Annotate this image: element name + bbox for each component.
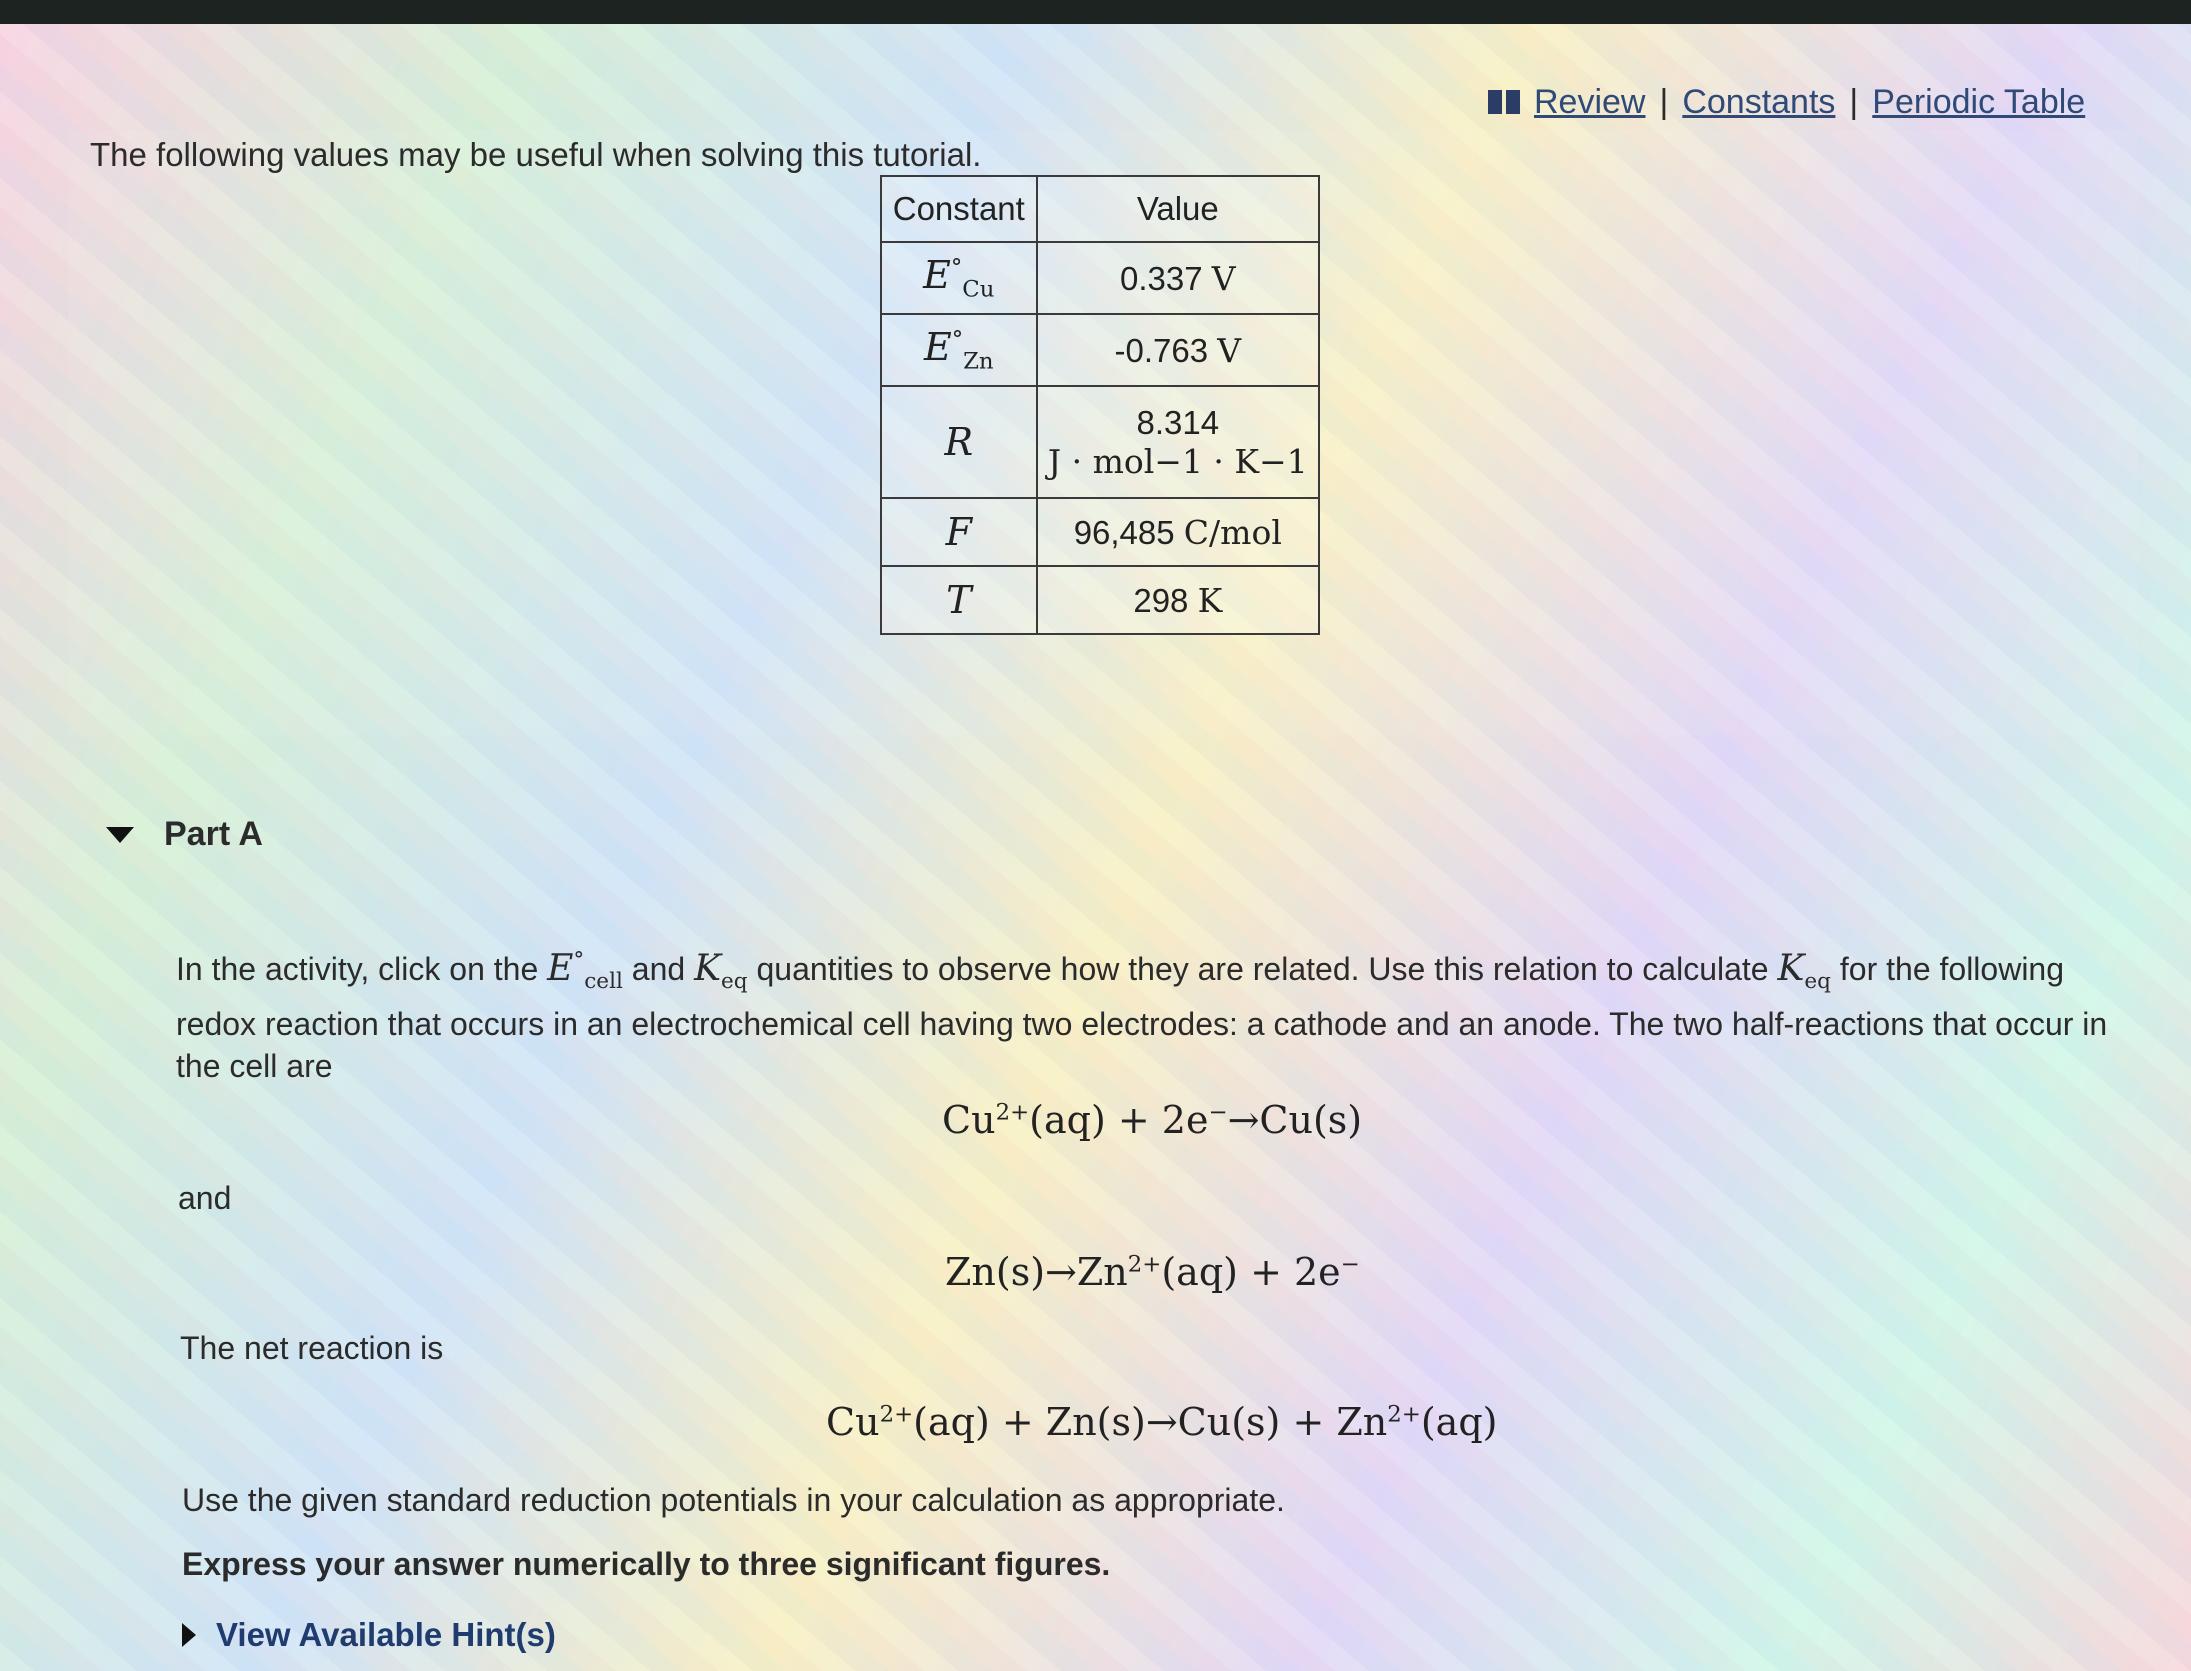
instruction-text: Use the given standard reduction potentials in your calculation as appropriate. bbox=[182, 1482, 1285, 1518]
top-bar bbox=[0, 0, 2191, 24]
table-row bbox=[881, 498, 1319, 566]
net-reaction-equation: $Cu^{2+}(aq) + Zn(s)\to Cu(s) + Zn^{2+}(aq)$ bbox=[826, 1400, 1498, 1444]
constant-value: 0.337 V bbox=[1037, 242, 1319, 314]
expand-triangle-icon bbox=[182, 1623, 196, 1647]
constant-symbol: T bbox=[881, 566, 1037, 634]
k-eq-symbol: $K_{eq}$ bbox=[1777, 948, 1831, 995]
constant-symbol: F bbox=[881, 498, 1037, 566]
question-paragraph: In the activity, click on the $E^\circ_{cell}$ and $K_{eq}$ quantities to observe how they are related. Use this relation to calculate $K_{eq}$ for the following redox reaction that occurs in an electrochemical cell having two electrodes: a cathode and an anode. The two half-reactions that occur in the cell are bbox=[176, 948, 2108, 1085]
link-separator: | bbox=[1849, 82, 1859, 121]
review-link[interactable]: Review bbox=[1534, 82, 1646, 121]
k-eq-symbol[interactable]: $K_{eq}$ bbox=[694, 948, 748, 995]
link-separator: | bbox=[1659, 82, 1669, 121]
table-row bbox=[881, 242, 1319, 314]
constant-symbol: R bbox=[881, 386, 1037, 498]
e-cell-symbol[interactable]: $E^\circ_{cell}$ bbox=[547, 948, 623, 995]
hint-label: View Available Hint(s) bbox=[216, 1616, 556, 1653]
constants-link[interactable]: Constants bbox=[1682, 82, 1836, 121]
answer-format-text: Express your answer numerically to three significant figures. bbox=[182, 1546, 1111, 1582]
net-reaction-label: The net reaction is bbox=[180, 1330, 444, 1366]
collapse-triangle-icon bbox=[106, 827, 134, 843]
table-header: Value bbox=[1037, 176, 1319, 242]
constant-symbol: $E^\circ_{Zn}$ bbox=[881, 314, 1037, 386]
constant-symbol: $E^\circ_{Cu}$ bbox=[881, 242, 1037, 314]
view-hints-button[interactable] bbox=[182, 1616, 556, 1654]
resource-links bbox=[1488, 80, 2085, 124]
table-header: Constant bbox=[881, 176, 1037, 242]
constants-table bbox=[880, 175, 1320, 635]
table-row bbox=[881, 314, 1319, 386]
table-row bbox=[881, 566, 1319, 634]
constant-value: -0.763 V bbox=[1037, 314, 1319, 386]
constant-value: 298 K bbox=[1037, 566, 1319, 634]
half-reaction-anode: $Zn(s)\to Zn^{2+}(aq) + 2e^-$ bbox=[945, 1250, 1360, 1294]
constant-value: 8.314 J · mol−1 · K−1 bbox=[1037, 386, 1319, 498]
periodic-table-link[interactable]: Periodic Table bbox=[1872, 82, 2086, 121]
table-row bbox=[881, 386, 1319, 498]
and-label: and bbox=[178, 1180, 232, 1216]
intro-text: The following values may be useful when solving this tutorial. bbox=[90, 136, 982, 173]
part-a-toggle[interactable] bbox=[106, 815, 263, 854]
book-icon bbox=[1488, 90, 1520, 114]
part-title: Part A bbox=[164, 815, 263, 853]
half-reaction-cathode: $Cu^{2+}(aq) + 2e^-\to Cu(s)$ bbox=[942, 1098, 1363, 1142]
constant-value: 96,485 C/mol bbox=[1037, 498, 1319, 566]
